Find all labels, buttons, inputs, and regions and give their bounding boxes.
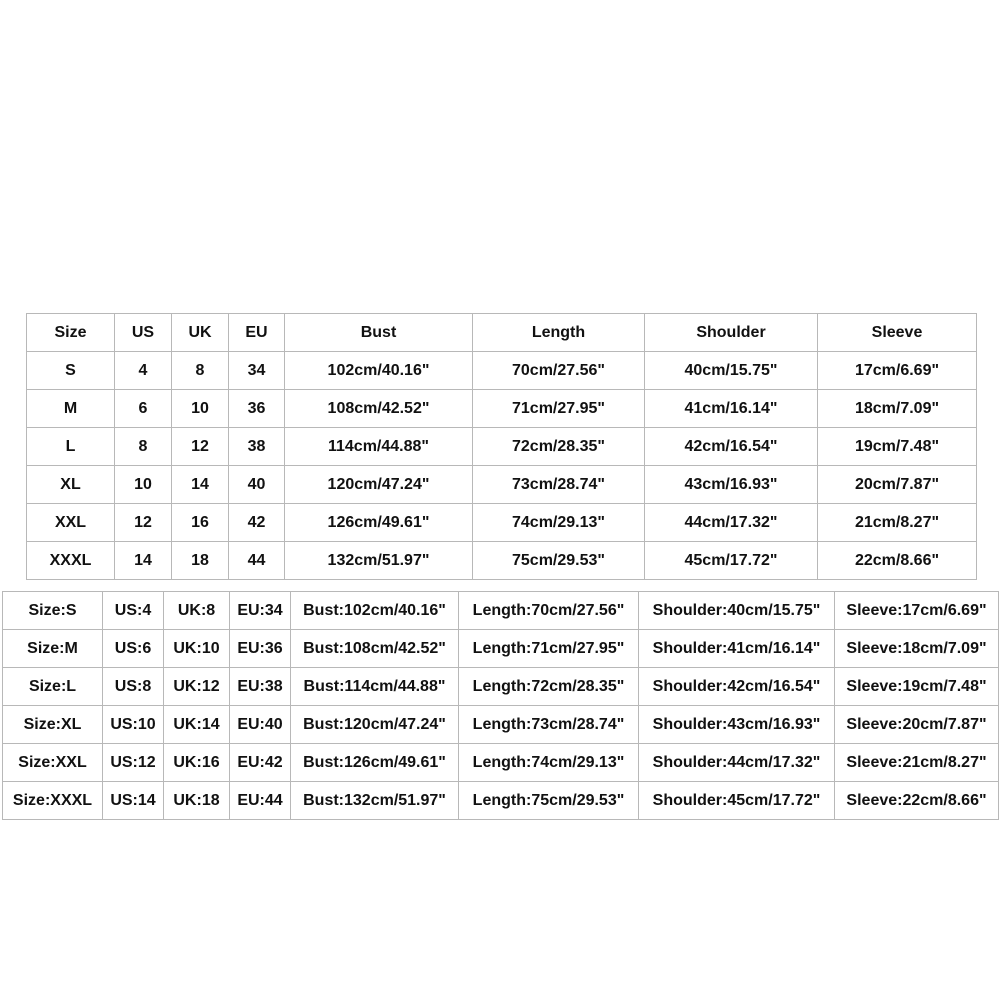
cell-length: 72cm/28.35" <box>473 428 645 466</box>
table-header-row <box>27 314 977 352</box>
cell-us: US:10 <box>103 706 164 744</box>
cell-shoulder: 44cm/17.32" <box>645 504 818 542</box>
cell-us: 10 <box>115 466 172 504</box>
cell-uk: UK:8 <box>164 592 230 630</box>
cell-size: S <box>27 352 115 390</box>
cell-sleeve: Sleeve:21cm/8.27" <box>835 744 999 782</box>
cell-eu: EU:44 <box>230 782 291 820</box>
cell-length: 74cm/29.13" <box>473 504 645 542</box>
cell-size: Size:L <box>3 668 103 706</box>
header-bust: Bust <box>285 314 473 352</box>
cell-shoulder: Shoulder:43cm/16.93" <box>639 706 835 744</box>
cell-bust: Bust:132cm/51.97" <box>291 782 459 820</box>
cell-sleeve: 20cm/7.87" <box>818 466 977 504</box>
cell-length: Length:71cm/27.95" <box>459 630 639 668</box>
cell-uk: 14 <box>172 466 229 504</box>
cell-length: 75cm/29.53" <box>473 542 645 580</box>
cell-eu: 40 <box>229 466 285 504</box>
cell-sleeve: 17cm/6.69" <box>818 352 977 390</box>
cell-shoulder: Shoulder:45cm/17.72" <box>639 782 835 820</box>
cell-sleeve: Sleeve:18cm/7.09" <box>835 630 999 668</box>
cell-uk: 12 <box>172 428 229 466</box>
table-row <box>3 630 999 668</box>
table-row <box>27 466 977 504</box>
cell-eu: 44 <box>229 542 285 580</box>
cell-sleeve: Sleeve:19cm/7.48" <box>835 668 999 706</box>
table-row <box>27 504 977 542</box>
cell-bust: 120cm/47.24" <box>285 466 473 504</box>
cell-eu: EU:42 <box>230 744 291 782</box>
cell-us: US:14 <box>103 782 164 820</box>
cell-us: 14 <box>115 542 172 580</box>
cell-size: Size:XL <box>3 706 103 744</box>
cell-us: US:6 <box>103 630 164 668</box>
cell-eu: EU:36 <box>230 630 291 668</box>
cell-shoulder: Shoulder:41cm/16.14" <box>639 630 835 668</box>
cell-us: US:12 <box>103 744 164 782</box>
cell-sleeve: 21cm/8.27" <box>818 504 977 542</box>
cell-shoulder: Shoulder:42cm/16.54" <box>639 668 835 706</box>
cell-eu: 36 <box>229 390 285 428</box>
cell-us: US:8 <box>103 668 164 706</box>
table-row <box>27 428 977 466</box>
cell-length: Length:72cm/28.35" <box>459 668 639 706</box>
cell-size: XL <box>27 466 115 504</box>
cell-bust: 114cm/44.88" <box>285 428 473 466</box>
cell-shoulder: 45cm/17.72" <box>645 542 818 580</box>
cell-size: Size:M <box>3 630 103 668</box>
size-chart-labeled-table <box>2 591 999 820</box>
cell-sleeve: 22cm/8.66" <box>818 542 977 580</box>
cell-bust: 102cm/40.16" <box>285 352 473 390</box>
cell-sleeve: Sleeve:22cm/8.66" <box>835 782 999 820</box>
cell-sleeve: 18cm/7.09" <box>818 390 977 428</box>
table-row <box>3 744 999 782</box>
cell-bust: 108cm/42.52" <box>285 390 473 428</box>
table-row <box>3 592 999 630</box>
cell-bust: Bust:120cm/47.24" <box>291 706 459 744</box>
cell-sleeve: Sleeve:17cm/6.69" <box>835 592 999 630</box>
cell-us: 12 <box>115 504 172 542</box>
cell-size: L <box>27 428 115 466</box>
cell-size: Size:S <box>3 592 103 630</box>
cell-uk: UK:14 <box>164 706 230 744</box>
cell-shoulder: 42cm/16.54" <box>645 428 818 466</box>
cell-uk: 8 <box>172 352 229 390</box>
cell-bust: Bust:114cm/44.88" <box>291 668 459 706</box>
table-row <box>3 668 999 706</box>
header-length: Length <box>473 314 645 352</box>
cell-size: XXXL <box>27 542 115 580</box>
cell-uk: 18 <box>172 542 229 580</box>
cell-size: XXL <box>27 504 115 542</box>
header-eu: EU <box>229 314 285 352</box>
table-row <box>27 352 977 390</box>
cell-uk: UK:12 <box>164 668 230 706</box>
cell-bust: Bust:126cm/49.61" <box>291 744 459 782</box>
table-row <box>27 390 977 428</box>
cell-us: 6 <box>115 390 172 428</box>
cell-bust: 126cm/49.61" <box>285 504 473 542</box>
cell-eu: 34 <box>229 352 285 390</box>
cell-eu: EU:38 <box>230 668 291 706</box>
cell-shoulder: 40cm/15.75" <box>645 352 818 390</box>
header-uk: UK <box>172 314 229 352</box>
table-row <box>3 706 999 744</box>
header-shoulder: Shoulder <box>645 314 818 352</box>
cell-sleeve: 19cm/7.48" <box>818 428 977 466</box>
cell-bust: Bust:102cm/40.16" <box>291 592 459 630</box>
size-chart-table <box>26 313 977 580</box>
cell-us: US:4 <box>103 592 164 630</box>
cell-uk: UK:16 <box>164 744 230 782</box>
cell-length: 70cm/27.56" <box>473 352 645 390</box>
cell-shoulder: Shoulder:40cm/15.75" <box>639 592 835 630</box>
cell-bust: Bust:108cm/42.52" <box>291 630 459 668</box>
cell-uk: 16 <box>172 504 229 542</box>
cell-eu: EU:34 <box>230 592 291 630</box>
cell-uk: 10 <box>172 390 229 428</box>
cell-uk: UK:10 <box>164 630 230 668</box>
header-sleeve: Sleeve <box>818 314 977 352</box>
cell-shoulder: 43cm/16.93" <box>645 466 818 504</box>
header-size: Size <box>27 314 115 352</box>
table-row <box>27 542 977 580</box>
cell-uk: UK:18 <box>164 782 230 820</box>
cell-length: 73cm/28.74" <box>473 466 645 504</box>
header-us: US <box>115 314 172 352</box>
cell-sleeve: Sleeve:20cm/7.87" <box>835 706 999 744</box>
cell-size: Size:XXL <box>3 744 103 782</box>
cell-size: M <box>27 390 115 428</box>
cell-size: Size:XXXL <box>3 782 103 820</box>
cell-length: Length:70cm/27.56" <box>459 592 639 630</box>
cell-eu: EU:40 <box>230 706 291 744</box>
cell-eu: 42 <box>229 504 285 542</box>
cell-length: Length:73cm/28.74" <box>459 706 639 744</box>
cell-length: Length:75cm/29.53" <box>459 782 639 820</box>
cell-eu: 38 <box>229 428 285 466</box>
cell-shoulder: Shoulder:44cm/17.32" <box>639 744 835 782</box>
cell-length: 71cm/27.95" <box>473 390 645 428</box>
cell-shoulder: 41cm/16.14" <box>645 390 818 428</box>
table-row <box>3 782 999 820</box>
cell-us: 4 <box>115 352 172 390</box>
cell-length: Length:74cm/29.13" <box>459 744 639 782</box>
cell-bust: 132cm/51.97" <box>285 542 473 580</box>
cell-us: 8 <box>115 428 172 466</box>
